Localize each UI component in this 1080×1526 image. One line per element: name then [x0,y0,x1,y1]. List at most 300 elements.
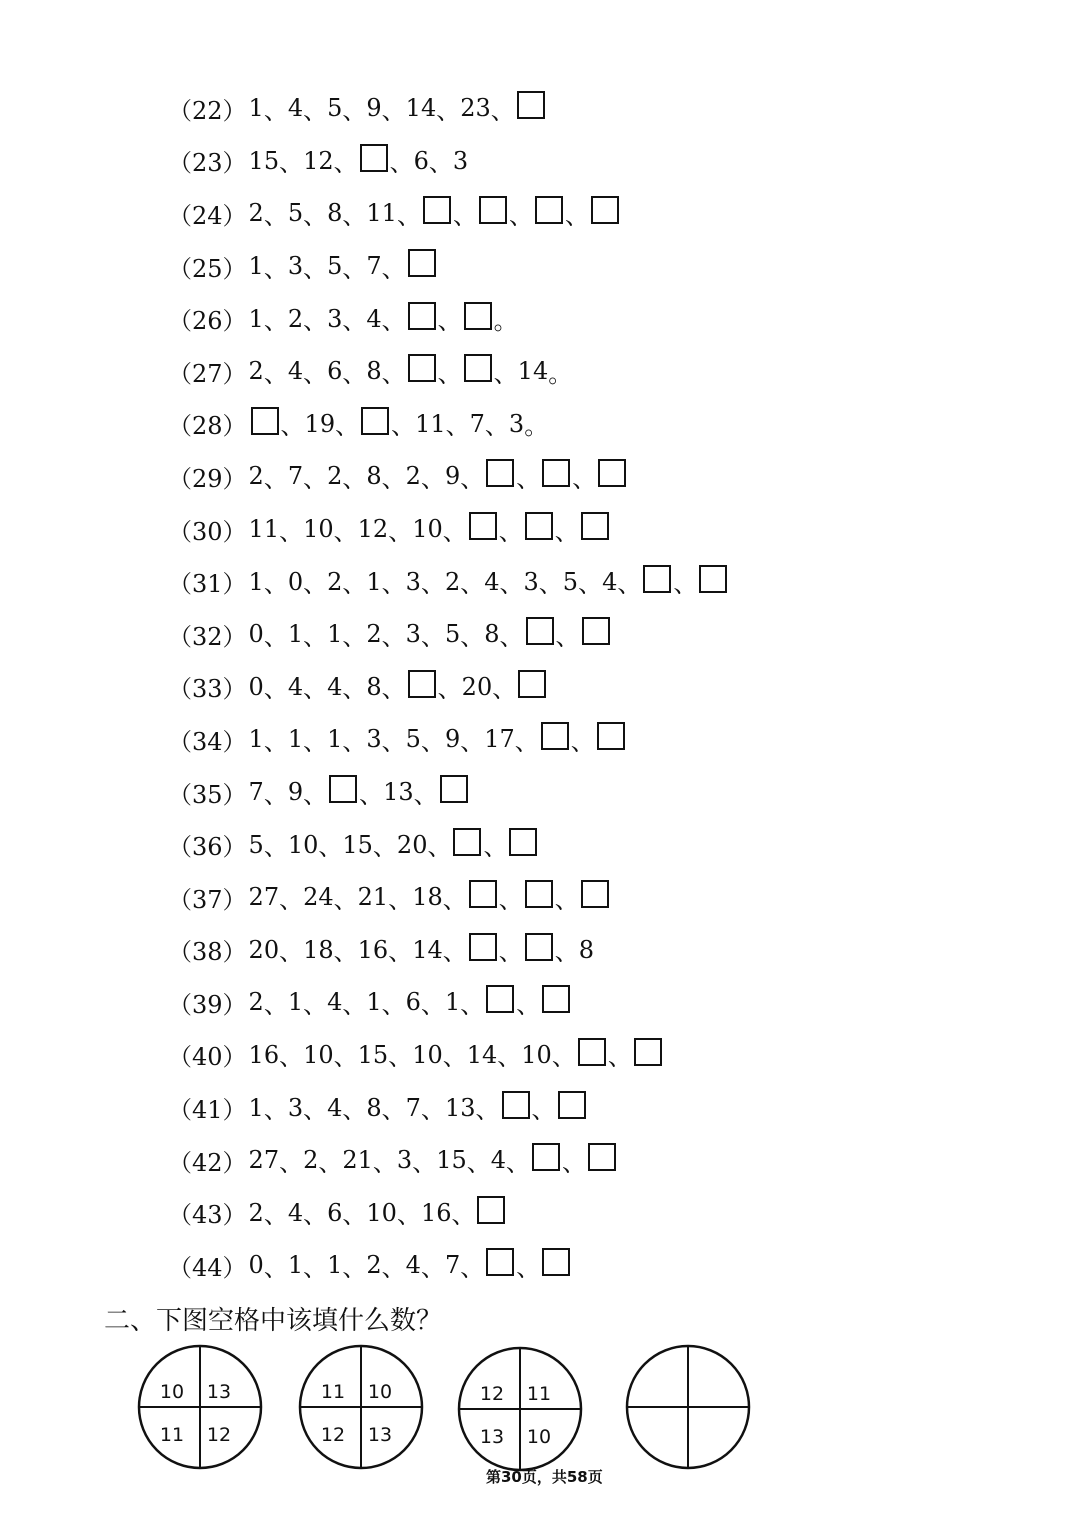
sequence-number: 10 [521,1040,552,1069]
separator: 、 [263,570,288,599]
separator: 、 [263,727,288,756]
answer-box[interactable] [423,196,451,224]
answer-box[interactable] [558,1091,586,1119]
separator: 、 [572,464,597,493]
separator: 、 [437,675,462,704]
separator: 、 [333,149,358,178]
separator: 、 [342,359,367,388]
answer-box[interactable] [525,933,553,961]
answer-box[interactable] [502,1091,530,1119]
separator: 、 [396,1201,421,1230]
separator: 、 [499,570,524,599]
number-circle-puzzles [0,1340,1080,1480]
separator: 、 [420,1253,445,1282]
answer-box[interactable] [408,249,436,277]
sequence-question [168,398,729,451]
answer-box[interactable] [525,880,553,908]
separator: 、 [263,1253,288,1282]
separator: 、 [263,833,288,862]
sequence-number: 3 [405,567,421,596]
section-heading: 二、下图空格中该填什么数？ [104,1306,443,1336]
separator: 、 [445,412,470,441]
separator: 、 [391,412,416,441]
sequence-number: 1 [366,567,382,596]
separator: 、 [263,254,288,283]
question-number: （44） [168,1253,247,1282]
sequence-number: 5 [444,620,461,649]
separator: 、 [436,96,461,125]
quadrant-number: 13 [206,1381,232,1403]
separator: 、 [342,464,367,493]
separator: 、 [497,1043,522,1072]
sequence-number: 27 [248,883,280,912]
question-number: （25） [168,254,247,283]
sequence-number: 1 [444,988,461,1017]
quadrant-number: 12 [206,1424,232,1446]
separator: 、 [562,1148,587,1177]
sequence-number: 21 [342,1146,373,1175]
sequence-number: 11 [415,409,446,438]
separator: 、 [263,201,288,230]
sequence-number: 13 [444,1093,476,1122]
question-number: （37） [168,885,247,914]
question-number: （42） [168,1148,247,1177]
answer-box[interactable] [517,91,545,119]
answer-box[interactable] [486,985,514,1013]
answer-box[interactable] [541,722,569,750]
separator: 、 [381,1253,406,1282]
sequence-number: 4 [405,1251,421,1280]
sequence-number: 3 [287,252,304,281]
question-number: （40） [168,1043,247,1072]
separator: 、 [389,149,414,178]
sequence-number: 4 [366,304,382,333]
sequence-number: 2 [405,462,421,491]
separator: 、 [263,464,288,493]
separator: 、 [372,1148,397,1177]
quadrant-number: 13 [367,1424,393,1446]
question-number: （31） [168,570,247,599]
separator: 、 [388,517,413,546]
sequence-number: 2 [248,199,264,228]
sequence-number: 1 [327,620,343,649]
sequence-number: 5 [248,830,264,859]
separator: 、 [578,570,603,599]
answer-box[interactable] [578,1038,606,1066]
sequence-number: 14 [517,357,549,386]
sequence-number: 12 [303,146,334,175]
separator: 、 [263,990,288,1019]
separator: 、 [359,780,384,809]
separator: 、 [342,622,367,651]
sequence-number: 7 [248,778,264,807]
sequence-number: 17 [484,725,515,754]
separator: 、 [303,464,328,493]
sequence-number: 9 [444,462,461,491]
sequence-question [168,187,729,240]
sequence-number: 8 [366,462,382,491]
separator: 、 [333,938,358,967]
separator: 、 [413,780,438,809]
separator: 、 [484,412,509,441]
separator: 、 [342,307,367,336]
answer-box[interactable] [588,1143,616,1171]
sequence-number: 10 [287,830,319,859]
question-number: （24） [168,201,247,230]
separator: 、 [303,1201,328,1230]
sequence-question [168,135,729,188]
sequence-number: 5 [405,725,421,754]
sequence-question [168,976,729,1029]
separator: 、 [427,833,452,862]
separator: 、 [428,149,453,178]
separator: 、 [263,96,288,125]
sequence-number: 11 [248,515,280,544]
sequence-question [168,1029,729,1082]
sequence-number: 1 [287,620,304,649]
sequence-number: 7 [444,1251,461,1280]
sequence-number: 13 [383,778,414,807]
separator: 、 [498,938,523,967]
number-circle [139,1346,261,1468]
sequence-question [168,240,729,293]
separator: 、 [381,675,406,704]
separator: 、 [554,885,579,914]
sequence-number: 24 [303,883,334,912]
separator: 、 [342,1253,367,1282]
sequence-question [168,713,729,766]
answer-box[interactable] [486,1248,514,1276]
separator: 、 [442,517,467,546]
question-number: （34） [168,727,247,756]
answer-box[interactable] [408,670,436,698]
question-number: （36） [168,833,247,862]
separator: 、 [333,1043,358,1072]
separator: 、 [381,96,406,125]
separator: 、 [333,885,358,914]
answer-box[interactable] [525,512,553,540]
sequence-number: 3 [523,567,539,596]
sequence-number: 4 [490,1146,507,1175]
separator: 、 [492,675,517,704]
sequence-number: 6 [327,357,343,386]
answer-box[interactable] [532,1143,560,1171]
separator: 、 [442,1043,467,1072]
separator: 、 [381,254,406,283]
separator: 、 [279,938,304,967]
separator: 、 [342,254,367,283]
sequence-number: 16 [420,1198,452,1227]
sequence-number: 9 [366,94,382,123]
separator: 、 [279,1148,304,1177]
quadrant-number: 10 [159,1381,185,1403]
separator: 、 [381,464,406,493]
separator: 、 [506,1148,531,1177]
separator: 、 [516,990,541,1019]
sequence-question [168,871,729,924]
separator: 、 [499,622,524,651]
answer-box[interactable] [591,196,619,224]
separator: 、 [381,307,406,336]
answer-box[interactable] [329,775,357,803]
sequence-number: 8 [366,1093,382,1122]
sequence-number: 10 [412,1040,443,1069]
separator: 、 [318,833,343,862]
separator: 、 [303,675,328,704]
separator: 、 [564,201,589,230]
sequence-number: 1 [248,1093,264,1122]
sequence-number: 2 [248,357,264,386]
answer-box[interactable] [634,1038,662,1066]
sequence-number: 4 [327,672,343,701]
answer-box[interactable] [598,459,626,487]
separator: 、 [303,780,328,809]
separator: 、 [263,307,288,336]
end-punctuation: 。 [548,359,573,388]
separator: 、 [381,1096,406,1125]
sequence-question [168,608,729,661]
sequence-number: 4 [287,357,304,386]
answer-box[interactable] [597,722,625,750]
separator: 、 [318,1148,343,1177]
question-number: （27） [168,359,247,388]
answer-box[interactable] [509,828,537,856]
sequence-number: 7 [287,462,304,491]
sequence-number: 0 [248,620,264,649]
answer-box[interactable] [542,1248,570,1276]
sequence-number: 10 [303,515,334,544]
sequence-number: 2 [248,1198,264,1227]
sequence-number: 4 [287,94,304,123]
separator: 、 [673,570,698,599]
answer-box[interactable] [526,617,554,645]
sequence-number: 3 [327,304,343,333]
answer-box[interactable] [464,354,492,382]
sequence-number: 10 [303,1040,334,1069]
end-punctuation: 。 [524,412,549,441]
sequence-question [168,503,729,556]
sequence-number: 16 [248,1040,280,1069]
answer-box[interactable] [469,880,497,908]
separator: 、 [342,1096,367,1125]
separator: 、 [303,570,328,599]
sequence-number: 1 [287,1251,304,1280]
separator: 、 [342,1201,367,1230]
separator: 、 [420,464,445,493]
separator: 、 [263,1096,288,1125]
sequence-number: 20 [461,672,493,701]
sequence-number: 3 [405,620,421,649]
separator: 、 [279,517,304,546]
answer-box[interactable] [535,196,563,224]
separator: 、 [437,307,462,336]
separator: 、 [460,990,485,1019]
separator: 、 [303,96,328,125]
separator: 、 [555,622,580,651]
question-number: （35） [168,780,247,809]
separator: 、 [460,727,485,756]
sequence-number: 7 [366,252,382,281]
separator: 、 [508,201,533,230]
answer-box[interactable] [581,880,609,908]
sequence-number: 18 [412,883,443,912]
sequence-question [168,661,729,714]
answer-box[interactable] [469,512,497,540]
answer-box[interactable] [643,565,671,593]
separator: 、 [460,464,485,493]
answer-box[interactable] [360,144,388,172]
answer-box[interactable] [581,512,609,540]
separator: 、 [607,1043,632,1072]
separator: 、 [388,885,413,914]
separator: 、 [554,517,579,546]
sequence-number: 8 [484,620,500,649]
sequence-question [168,1186,729,1239]
question-number: （22） [168,96,247,125]
question-number: （33） [168,675,247,704]
separator: 、 [335,412,360,441]
separator: 、 [514,727,539,756]
separator: 、 [342,201,367,230]
question-number: （41） [168,1096,247,1125]
separator: 、 [388,1043,413,1072]
sequence-number: 2 [444,567,461,596]
sequence-number: 1 [287,725,304,754]
sequence-number: 4 [327,1093,343,1122]
sequence-number: 1 [327,725,343,754]
answer-box[interactable] [542,985,570,1013]
sequence-number: 11 [366,199,397,228]
separator: 、 [263,675,288,704]
question-number: （38） [168,938,247,967]
separator: 、 [342,570,367,599]
sequence-number: 2 [366,620,382,649]
sequence-number: 15 [342,830,373,859]
answer-box[interactable] [479,196,507,224]
sequence-number: 3 [287,1093,304,1122]
sequence-question [168,345,729,398]
answer-box[interactable] [464,302,492,330]
answer-box[interactable] [251,407,279,435]
sequence-number: 5 [327,252,343,281]
quadrant-number: 11 [320,1381,346,1403]
sequence-question [168,292,729,345]
sequence-number: 8 [327,199,343,228]
separator: 、 [460,570,485,599]
separator: 、 [342,727,367,756]
sequence-number: 15 [436,1146,467,1175]
question-number: （26） [168,307,247,336]
answer-box[interactable] [408,354,436,382]
separator: 、 [342,990,367,1019]
sequence-question [168,82,729,135]
separator: 、 [342,96,367,125]
separator: 、 [303,201,328,230]
answer-box[interactable] [408,302,436,330]
question-number: （29） [168,464,247,493]
sequence-number: 4 [602,567,618,596]
separator: 、 [570,727,595,756]
sequence-question [168,924,729,977]
sequence-number: 8 [578,935,595,964]
sequence-number: 10 [412,515,443,544]
quadrant-number: 11 [526,1383,552,1405]
separator: 、 [342,675,367,704]
separator: 、 [303,1253,328,1282]
separator: 、 [303,727,328,756]
separator: 、 [420,570,445,599]
answer-box[interactable] [361,407,389,435]
separator: 、 [303,1096,328,1125]
separator: 、 [493,359,518,388]
sequence-question-list [168,82,729,1292]
sequence-number: 16 [357,935,389,964]
sequence-number: 9 [287,778,304,807]
separator: 、 [490,96,515,125]
sequence-question [168,818,729,871]
sequence-number: 18 [303,935,334,964]
separator: 、 [412,1148,437,1177]
answer-box[interactable] [477,1196,505,1224]
sequence-number: 5 [327,94,343,123]
sequence-number: 2 [248,988,264,1017]
answer-box[interactable] [469,933,497,961]
sequence-number: 5 [287,199,304,228]
separator: 、 [381,570,406,599]
separator: 、 [460,1253,485,1282]
sequence-number: 7 [469,409,485,438]
answer-box[interactable] [542,459,570,487]
separator: 、 [263,780,288,809]
sequence-number: 6 [413,146,429,175]
separator: 、 [381,622,406,651]
separator: 、 [396,201,421,230]
sequence-question [168,1081,729,1134]
separator: 、 [516,464,541,493]
answer-box[interactable] [486,459,514,487]
sequence-number: 1 [366,988,382,1017]
sequence-number: 23 [460,94,491,123]
answer-box[interactable] [582,617,610,645]
question-number: （23） [168,149,247,178]
quadrant-number: 12 [479,1383,505,1405]
separator: 、 [531,1096,556,1125]
question-number: （43） [168,1201,247,1230]
separator: 、 [483,833,508,862]
sequence-number: 5 [562,567,579,596]
sequence-number: 9 [444,725,461,754]
sequence-number: 19 [304,409,336,438]
separator: 、 [333,517,358,546]
separator: 、 [279,885,304,914]
sequence-number: 8 [366,357,382,386]
separator: 、 [381,990,406,1019]
sequence-number: 2 [287,304,304,333]
sequence-number: 20 [396,830,428,859]
answer-box[interactable] [440,775,468,803]
answer-box[interactable] [699,565,727,593]
answer-box[interactable] [518,670,546,698]
separator: 、 [475,1096,500,1125]
sequence-question [168,1239,729,1292]
sequence-number: 2 [248,462,264,491]
sequence-number: 10 [366,1198,397,1227]
answer-box[interactable] [453,828,481,856]
sequence-number: 0 [248,672,264,701]
sequence-number: 2 [366,1251,382,1280]
page-footer: 第30页，共58页 [486,1468,603,1486]
separator: 、 [279,149,304,178]
